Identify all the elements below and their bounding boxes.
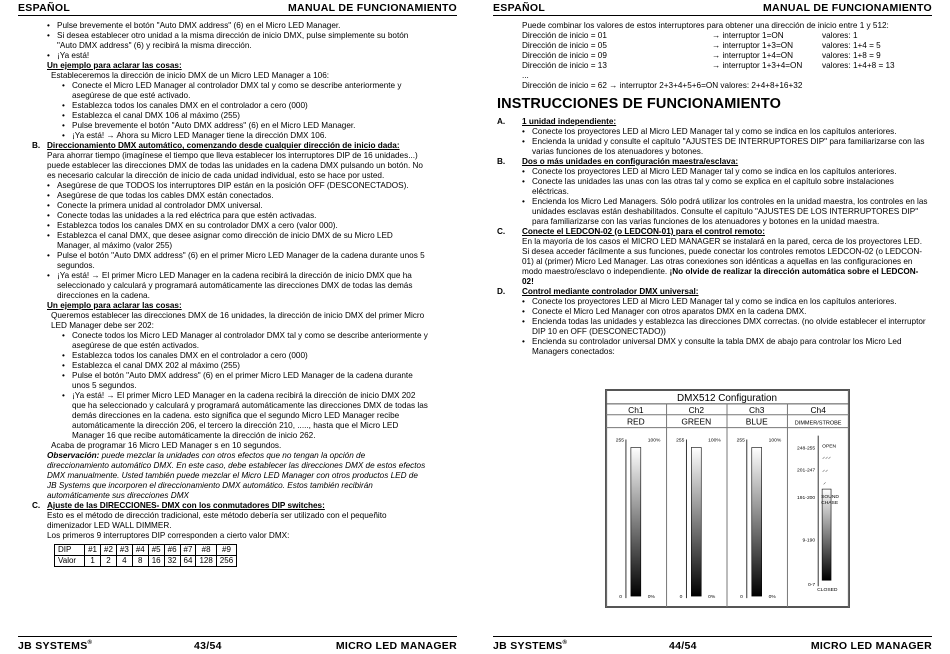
footer-brand: JB SYSTEMS® — [493, 640, 568, 652]
svg-text:⸝⸝: ⸝⸝ — [822, 467, 829, 474]
svg-text:100%: 100% — [768, 438, 782, 444]
table-cell: 256 — [216, 555, 236, 566]
channel-name: RED — [626, 416, 645, 427]
combo-row: Dirección de inicio = 01 → interruptor 1=ON valores: 1 — [522, 31, 858, 40]
header-rule — [493, 15, 932, 16]
channel-name: BLUE — [745, 416, 768, 427]
list-item: • Establezca todos los canales DMX en el controlador a cero (000) — [62, 351, 428, 361]
section-title: Conecte el LEDCON-02 (o LEDCON-01) para el control remoto: — [522, 226, 765, 236]
list-item: • Conecte todas las unidades a la red eléctrica para que estén activadas. — [47, 211, 428, 221]
list-item: • Conecte los proyectores LED al Micro LED Manager tal y como se indica en los capítulos anteriores. — [522, 167, 928, 177]
svg-text:CLOSED: CLOSED — [817, 588, 838, 594]
section-title: Direccionamiento DMX automático, comenzando desde cualquier dirección de inicio dada: — [47, 141, 400, 150]
list-item: • Establezca el canal DMX, que desee asignar como dirección de inicio DMX de su Micro LED Manager, al máximo (valor 255) — [47, 231, 428, 251]
header-title: MANUAL DE FUNCIONAMIENTO — [763, 2, 932, 14]
combo-dots: ... — [522, 71, 529, 80]
list-item: • Conecte las unidades las unas con las otras tal y como se explica en el capítulo sobre instalaciones eléctricas. — [522, 177, 928, 197]
list-item: • ¡Ya está! — [47, 51, 428, 61]
page-right — [475, 0, 950, 654]
table-cell: #9 — [216, 545, 236, 556]
list-item: • ¡Ya está! → El primer Micro LED Manager en la cadena recibirá la dirección de inicio DMX que ha seleccionado y calculará y programará automáticamente las direcciones DMX de todas las demás direcciones en la cadena. — [47, 271, 428, 301]
section-d-list — [522, 297, 928, 357]
list-item: • Conecte la primera unidad al controlador DMX universal. — [47, 201, 428, 211]
channel-label: Ch2 — [688, 404, 704, 415]
svg-text:0: 0 — [740, 595, 743, 601]
svg-text:OPEN: OPEN — [822, 444, 837, 450]
list-item: • Encienda su controlador universal DMX y consulte la tabla DMX de abajo para controlar los Micro Led Managers conectados: — [522, 337, 928, 357]
ch4-range: 201-247 — [797, 468, 816, 474]
table-cell: 8 — [132, 555, 148, 566]
ch4-range: 9-190 — [802, 538, 816, 544]
example-after: Acaba de programar 16 Micro LED Manager s en 10 segundos. — [51, 441, 282, 450]
table-cell: 16 — [148, 555, 164, 566]
table-cell: #2 — [101, 545, 117, 556]
section-letter: C. — [497, 226, 506, 236]
table-cell: 32 — [164, 555, 180, 566]
example-list — [47, 331, 428, 441]
dmx-config-diagram — [605, 389, 850, 608]
combo-row: Dirección de inicio = 13 → interruptor 1+3+4=ON valores: 1+4+8 = 13 — [522, 61, 895, 70]
combo-row: Dirección de inicio = 09 → interruptor 1+4=ON valores: 1+8 = 9 — [522, 51, 881, 60]
dimmer-fader — [752, 447, 762, 596]
table-cell: DIP — [55, 545, 85, 556]
observation-text: puede mezclar la unidades con otros efectos que no tengan la opción de direccionamiento automático DMX. En este caso, debe establecer las direcciones DMX de estos efectos DMX manualmente. Usted también puede mezclar el Micro LED Manager con otros productos LED de JB Systems que incorporen el direccionamiento DMX automático. Estos también recibirán automáticamente sus direcciones DMX — [47, 451, 426, 500]
example-intro: Queremos establecer las direcciones DMX de 16 unidades, la dirección de inicio DMX del primer Micro LED Manager debe ser 202: — [51, 311, 425, 330]
section-d — [497, 286, 928, 297]
table-row — [55, 555, 237, 566]
svg-text:100%: 100% — [708, 438, 721, 444]
footer-product: MICRO LED MANAGER — [810, 640, 932, 652]
dimmer-fader — [691, 447, 701, 596]
section-c-warning: ¡No olvide de realizar la dirección automática sobre el LEDCON-02! — [522, 266, 919, 286]
svg-text:255: 255 — [736, 438, 745, 444]
list-item: • Establezca todos los canales DMX en su controlador DMX a cero (valor 000). — [47, 221, 428, 231]
dmx-title: DMX512 Configuration — [676, 392, 778, 404]
channel-label: Ch3 — [749, 404, 765, 415]
svg-text:SOUND: SOUND — [821, 495, 839, 501]
header-language: ESPAÑOL — [18, 2, 71, 14]
table-cell: Valor — [55, 555, 85, 566]
list-item: • Conecte el Micro LED Manager al controlador DMX tal y como se describe anteriormente y asegúrese de que esté activado. — [62, 81, 428, 101]
section-b — [32, 141, 428, 151]
section-c — [32, 501, 428, 511]
table-cell: 2 — [101, 555, 117, 566]
list-item: • Conecte todos los Micro LED Manager al controlador DMX tal y como se describe anteriormente y asegúrese de que estén activados. — [62, 331, 428, 351]
list-item: • Pulse brevemente el botón "Auto DMX address" (6) en el Micro LED Manager. — [62, 121, 428, 131]
ch4-range: 0-7 — [808, 583, 816, 589]
section-letter: D. — [497, 286, 506, 296]
header-title: MANUAL DE FUNCIONAMIENTO — [288, 2, 457, 14]
section-letter: B. — [32, 141, 41, 150]
header-rule — [18, 15, 457, 16]
svg-text:0%: 0% — [768, 595, 776, 601]
list-item: • Encienda la unidad y consulte el capítulo "AJUSTES DE INTERRUPTORES DIP" para familiarizarse con las varias funciones de los atenuadores y botones. — [522, 137, 928, 157]
page-header — [18, 2, 457, 14]
list-item: • Pulse el botón "Auto DMX address" (6) en el primer Micro LED Manager de la cadena durante unos 5 segundos. — [47, 251, 428, 271]
combine-intro: Puede combinar los valores de estos interruptores para obtener una dirección de inicio entre 1 y 512: — [522, 21, 889, 30]
table-cell: 128 — [196, 555, 216, 566]
section-b — [497, 156, 928, 167]
section-c — [497, 226, 928, 237]
dip-table — [54, 544, 237, 567]
list-item: • ¡Ya está! → Ahora su Micro LED Manager tiene la dirección DMX 106. — [62, 131, 428, 141]
footer-brand: JB SYSTEMS® — [18, 640, 93, 652]
table-cell: 4 — [116, 555, 132, 566]
svg-text:255: 255 — [615, 438, 624, 444]
dimmer-fader — [631, 447, 641, 596]
list-item: • Conecte los proyectores LED al Micro LED Manager tal y como se indica en los capítulos anteriores. — [522, 297, 928, 307]
section-title: 1 unidad independiente: — [522, 116, 617, 126]
svg-text:⸝: ⸝ — [823, 480, 827, 487]
list-item: • Encienda los Micro Led Managers. Sólo podrá utilizar los controles en la unidad maestra, los controles en las unidades esclavas están deshabilitados. Consulte el capítulo "AJUSTES DE LOS INTERRUPTORES DIP" para familiarizarse con las varias funciones de los atenuadores y botones en la unidad maestra. — [522, 197, 928, 227]
list-item: • Encienda todas las unidades y establezca las direcciones DMX correctas. (no olvide establecer el interruptor DIP 10 en OFF (DESCONECTADO)) — [522, 317, 928, 337]
svg-text:⸝⸝⸝: ⸝⸝⸝ — [822, 454, 832, 461]
list-item: • Conecte los proyectores LED al Micro LED Manager tal y como se indica en los capítulos anteriores. — [522, 127, 928, 137]
section-c-text: Esto es el método de dirección tradicional, este método debería ser utilizado con el pequeñito dimenizador LED WALL DIMMER. — [47, 511, 387, 530]
section-b-text: Para ahorrar tiempo (imagínese el tiempo que lleva establecer los interruptores DIP de 16 unidades...) puede establecer las direcciones DMX de todas las unidades en la cadena DMX pulsando un botón. No es necesario calcular la dirección de inicio de cada unidad individual, esto se hace por usted. — [47, 151, 423, 180]
combo-row: Dirección de inicio = 05 → interruptor 1+3=ON valores: 1+4 = 5 — [522, 41, 881, 50]
section-letter: B. — [497, 156, 506, 166]
list-item: • Establezca todos los canales DMX en el controlador a cero (000) — [62, 101, 428, 111]
table-cell: #3 — [116, 545, 132, 556]
section-b-list — [47, 181, 428, 301]
list-item: • Establezca el canal DMX 202 al máximo (255) — [62, 361, 428, 371]
observation-label: Observación: — [47, 451, 100, 460]
list-item: • Pulse brevemente el botón "Auto DMX address" (6) en el Micro LED Manager. — [47, 21, 428, 31]
example-heading: Un ejemplo para aclarar las cosas: — [47, 301, 182, 310]
section-a-list — [522, 127, 928, 157]
table-cell: #6 — [164, 545, 180, 556]
svg-text:0%: 0% — [647, 595, 655, 601]
table-cell: #5 — [148, 545, 164, 556]
table-cell: 64 — [180, 555, 196, 566]
section-c-text: En la mayoría de los casos el MICRO LED MANAGER se instalará en la pared, cerca de los proyectores LED. Si desea acceder fácilmente a sus funciones, puede conectar los controles remotos LEDCON-02 (o LEDCON-01) al (primer) Micro Led Manager. Las otras conexiones son idénticas a aquellas en las configuraciones en modo maestro/esclavo o independiente. ¡No olvide de realizar la dirección automática sobre el LEDCON-02! — [522, 236, 923, 286]
section-title: Dos o más unidades en configuración maestra/esclava: — [522, 156, 739, 166]
table-cell: 1 — [85, 555, 101, 566]
footer-rule — [493, 636, 932, 637]
svg-text:0: 0 — [619, 595, 622, 601]
footer-rule — [18, 636, 457, 637]
section-a — [497, 116, 928, 127]
example-intro: Estableceremos la dirección de inicio DMX de un Micro LED Manager a 106: — [51, 71, 330, 80]
example-heading: Un ejemplo para aclarar las cosas: — [47, 61, 182, 70]
page-number: 43/54 — [194, 640, 222, 652]
table-cell: #4 — [132, 545, 148, 556]
channel-label: Ch4 — [810, 404, 826, 415]
list-item: • Si desea establecer otro unidad a la misma dirección de inicio DMX, pulse simplemente su botón "Auto DMX address" (6) y recibirá la misma dirección. — [47, 31, 428, 51]
section-letter: C. — [32, 501, 41, 510]
svg-text:100%: 100% — [647, 438, 661, 444]
section-title: Ajuste de las DIRECCIONES- DMX con los conmutadores DIP switches: — [47, 501, 325, 510]
right-body — [497, 21, 928, 357]
table-row — [55, 545, 237, 556]
page-header — [493, 2, 932, 14]
list-item: • Establezca el canal DMX 106 al máximo (255) — [62, 111, 428, 121]
left-body — [32, 21, 428, 567]
svg-text:0%: 0% — [708, 595, 716, 601]
list-item: • ¡Ya está! → El primer Micro LED Manager en la cadena recibirá la dirección de inicio DMX 202 que ha seleccionado y calculará y programará automáticamente las direcciones DMX de todas las demás direcciones en la cadena. esto significa que el segundo Micro LED Manager recibe automáticamente la dirección 206, el tercero la dirección 210, ....., hasta que el Micro LED Manager 16 que recibe automáticamente la dirección de inicio 262. — [62, 391, 428, 441]
list-item: • Pulse el botón "Auto DMX address" (6) en el primer Micro LED Manager de la cadena durante unos 5 segundos. — [62, 371, 428, 391]
channel-name: DIMMER/STROBE — [794, 420, 842, 427]
header-language: ESPAÑOL — [493, 2, 546, 14]
list-item: • Asegúrese de que TODOS los interruptores DIP están en la posición OFF (DESCONECTADOS). — [47, 181, 428, 191]
channel-name: GREEN — [681, 416, 712, 427]
observation — [47, 451, 428, 501]
combo-row: Dirección de inicio = 62 → interruptor 2+3+4+5+6=ON valores: 2+4+8+16+32 — [522, 81, 803, 90]
table-cell: #1 — [85, 545, 101, 556]
page-number: 44/54 — [669, 640, 697, 652]
svg-text:255: 255 — [676, 438, 685, 444]
list-item: • Asegúrese de que todas los cables DMX están conectados. — [47, 191, 428, 201]
top-bullets — [47, 21, 428, 61]
section-b-list — [522, 167, 928, 227]
table-cell: #8 — [196, 545, 216, 556]
footer-product: MICRO LED MANAGER — [335, 640, 457, 652]
page-title: INSTRUCCIONES DE FUNCIONAMIENTO — [497, 96, 781, 112]
svg-text:0: 0 — [679, 595, 683, 601]
ch4-range: 191-200 — [797, 495, 816, 501]
example-list — [47, 81, 428, 141]
section-title: Control mediante controlador DMX universal: — [522, 286, 699, 296]
list-item: • Conecte el Micro Led Manager con otros aparatos DMX en la cadena DMX. — [522, 307, 928, 317]
section-c-text2: Los primeros 9 interruptores DIP corresponden a cierto valor DMX: — [47, 531, 290, 540]
ch4-range: 248-255 — [797, 446, 816, 452]
channel-label: Ch1 — [628, 404, 644, 415]
section-letter: A. — [497, 116, 506, 126]
svg-text:CHASE: CHASE — [821, 500, 839, 506]
table-cell: #7 — [180, 545, 196, 556]
